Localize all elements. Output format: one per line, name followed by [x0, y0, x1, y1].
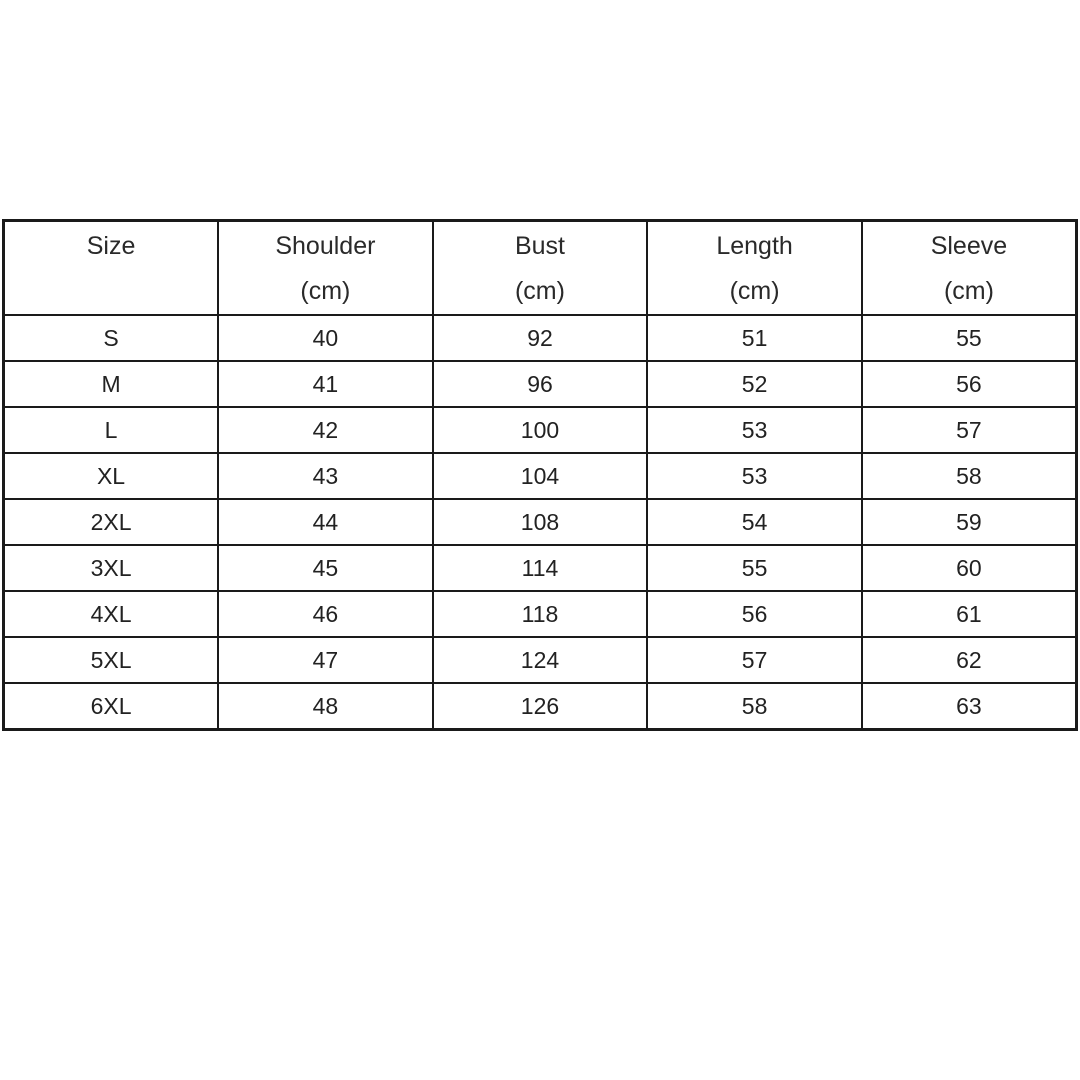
header-shoulder	[218, 221, 433, 316]
header-label: Bust	[514, 232, 565, 260]
length-cell: 52	[647, 361, 862, 407]
length-cell: 54	[647, 499, 862, 545]
bust-cell: 96	[433, 361, 648, 407]
header-label: Length	[716, 232, 793, 260]
bust-cell: 92	[433, 315, 648, 361]
size-cell: 6XL	[4, 683, 219, 730]
size-cell: S	[4, 315, 219, 361]
size-cell: M	[4, 361, 219, 407]
length-cell: 53	[647, 453, 862, 499]
shoulder-cell: 48	[218, 683, 433, 730]
sleeve-cell: 60	[862, 545, 1077, 591]
bust-cell: 104	[433, 453, 648, 499]
size-cell: 3XL	[4, 545, 219, 591]
sleeve-cell: 59	[862, 499, 1077, 545]
table-row	[4, 637, 1077, 683]
header-sleeve	[862, 221, 1077, 316]
header-size	[4, 221, 219, 316]
shoulder-cell: 44	[218, 499, 433, 545]
length-cell: 58	[647, 683, 862, 730]
sleeve-cell: 61	[862, 591, 1077, 637]
shoulder-cell: 42	[218, 407, 433, 453]
size-cell: 5XL	[4, 637, 219, 683]
length-cell: 53	[647, 407, 862, 453]
length-cell: 55	[647, 545, 862, 591]
sleeve-cell: 58	[862, 453, 1077, 499]
table-row	[4, 453, 1077, 499]
bust-cell: 126	[433, 683, 648, 730]
table-row	[4, 499, 1077, 545]
header-label: Shoulder	[275, 232, 376, 260]
sleeve-cell: 56	[862, 361, 1077, 407]
header-label: Size	[86, 232, 136, 260]
shoulder-cell: 40	[218, 315, 433, 361]
sleeve-cell: 57	[862, 407, 1077, 453]
size-cell: 2XL	[4, 499, 219, 545]
header-unit: (cm)	[729, 277, 780, 305]
size-cell: L	[4, 407, 219, 453]
table-row	[4, 591, 1077, 637]
bust-cell: 114	[433, 545, 648, 591]
header-row	[4, 221, 1077, 316]
header-label: Sleeve	[930, 232, 1008, 260]
table-row	[4, 683, 1077, 730]
header-unit: (cm)	[514, 277, 565, 305]
table-row	[4, 361, 1077, 407]
bust-cell: 124	[433, 637, 648, 683]
sleeve-cell: 62	[862, 637, 1077, 683]
length-cell: 51	[647, 315, 862, 361]
table-row	[4, 315, 1077, 361]
sleeve-cell: 63	[862, 683, 1077, 730]
length-cell: 57	[647, 637, 862, 683]
size-chart-table	[2, 219, 1078, 731]
shoulder-cell: 41	[218, 361, 433, 407]
shoulder-cell: 46	[218, 591, 433, 637]
header-bust	[433, 221, 648, 316]
sleeve-cell: 55	[862, 315, 1077, 361]
header-length	[647, 221, 862, 316]
header-unit: (cm)	[300, 277, 351, 305]
shoulder-cell: 47	[218, 637, 433, 683]
bust-cell: 108	[433, 499, 648, 545]
bust-cell: 118	[433, 591, 648, 637]
size-cell: XL	[4, 453, 219, 499]
bust-cell: 100	[433, 407, 648, 453]
table-row	[4, 545, 1077, 591]
table-row	[4, 407, 1077, 453]
header-unit: (cm)	[943, 277, 994, 305]
size-cell: 4XL	[4, 591, 219, 637]
length-cell: 56	[647, 591, 862, 637]
shoulder-cell: 45	[218, 545, 433, 591]
shoulder-cell: 43	[218, 453, 433, 499]
